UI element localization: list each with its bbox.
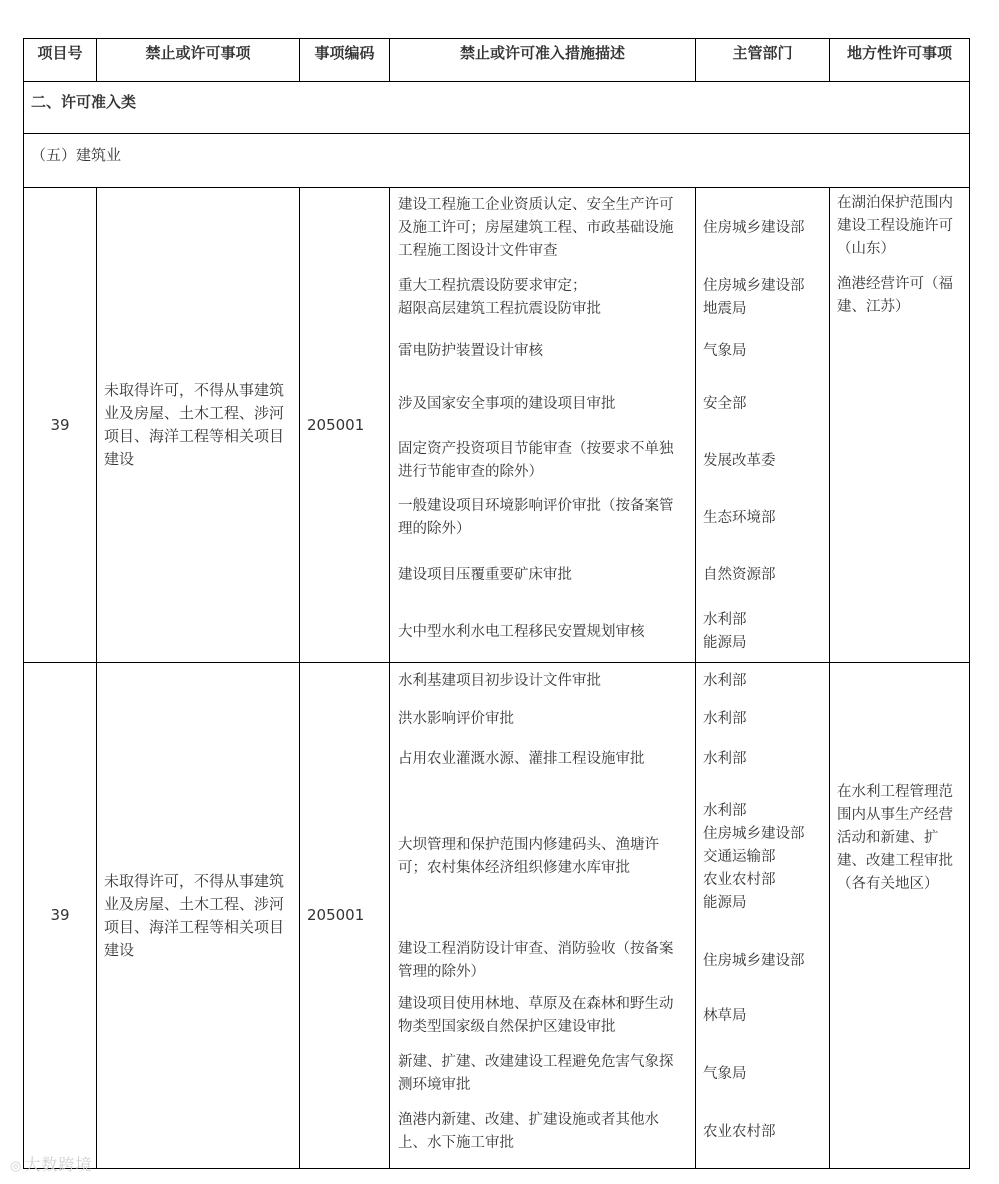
measure-department: 住房城乡建设部 bbox=[703, 219, 805, 236]
measure-department: 水利部 能源局 bbox=[703, 612, 747, 651]
measure-description: 一般建设项目环境影响评价审批（按备案管理的除外） bbox=[398, 498, 674, 537]
subsection-row bbox=[24, 134, 970, 188]
watermark-text: 大数跨境 bbox=[24, 1155, 93, 1174]
measures-list bbox=[390, 663, 695, 1161]
header-department: 主管部门 bbox=[696, 39, 830, 82]
item-text: 未取得许可，不得从事建筑业及房屋、土木工程、涉河项目、海洋工程等相关项目建设 bbox=[97, 663, 300, 1169]
measure-department: 发展改革委 bbox=[703, 452, 776, 469]
header-item: 禁止或许可事项 bbox=[97, 39, 300, 82]
measures-description-cell bbox=[390, 188, 696, 663]
header-project-no: 项目号 bbox=[24, 39, 97, 82]
project-number: 39 bbox=[24, 188, 97, 663]
header-local-item: 地方性许可事项 bbox=[830, 39, 970, 82]
measure-description: 雷电防护装置设计审核 bbox=[398, 342, 543, 359]
brand-logo-icon: ◎ bbox=[10, 1159, 23, 1174]
local-item: 渔港经营许可（福建、江苏） bbox=[837, 276, 953, 315]
header-description: 禁止或许可准入措施描述 bbox=[390, 39, 696, 82]
departments-list bbox=[696, 188, 829, 662]
local-item: 在水利工程管理范围内从事生产经营活动和新建、扩建、改建工程审批（各有关地区） bbox=[837, 784, 953, 892]
measure-description: 固定资产投资项目节能审查（按要求不单独进行节能审查的除外） bbox=[398, 441, 674, 480]
measures-description-cell bbox=[390, 663, 696, 1169]
measure-department: 林草局 bbox=[703, 1007, 747, 1024]
measure-description: 占用农业灌溉水源、灌排工程设施审批 bbox=[398, 750, 645, 767]
measure-description: 洪水影响评价审批 bbox=[398, 710, 514, 727]
measure-department: 自然资源部 bbox=[703, 566, 776, 583]
table-row bbox=[24, 188, 970, 663]
measure-department: 住房城乡建设部 bbox=[703, 952, 805, 969]
local-items-cell bbox=[830, 188, 970, 663]
measure-department: 农业农村部 bbox=[703, 1123, 776, 1140]
subsection-title: （五）建筑业 bbox=[24, 134, 970, 188]
measure-department: 气象局 bbox=[703, 342, 747, 359]
measure-description: 重大工程抗震设防要求审定； 超限高层建筑工程抗震设防审批 bbox=[398, 278, 601, 317]
local-items-cell bbox=[830, 663, 970, 1169]
measure-department: 水利部 bbox=[703, 750, 747, 767]
measure-description: 新建、扩建、改建建设工程避免危害气象探测环境审批 bbox=[398, 1054, 674, 1093]
measure-description: 建设工程消防设计审查、消防验收（按备案管理的除外） bbox=[398, 941, 674, 980]
measure-description: 渔港内新建、改建、扩建设施或者其他水上、水下施工审批 bbox=[398, 1112, 659, 1151]
measures-list bbox=[390, 188, 695, 662]
measure-department: 水利部 bbox=[703, 672, 747, 689]
measure-department: 住房城乡建设部 地震局 bbox=[703, 278, 805, 317]
section-row bbox=[24, 82, 970, 134]
measure-department: 水利部 住房城乡建设部 交通运输部 农业农村部 能源局 bbox=[703, 802, 805, 911]
measure-department: 气象局 bbox=[703, 1065, 747, 1082]
department-cell bbox=[696, 663, 830, 1169]
project-number: 39 bbox=[24, 663, 97, 1169]
header-code: 事项编码 bbox=[300, 39, 390, 82]
watermark bbox=[10, 1152, 92, 1175]
measure-description: 大坝管理和保护范围内修建码头、渔塘许可；农村集体经济组织修建水库审批 bbox=[398, 837, 659, 876]
market-access-table bbox=[23, 38, 970, 1169]
department-cell bbox=[696, 188, 830, 663]
measure-description: 水利基建项目初步设计文件审批 bbox=[398, 672, 601, 689]
item-code: 205001 bbox=[300, 663, 390, 1169]
measure-description: 涉及国家安全事项的建设项目审批 bbox=[398, 395, 616, 412]
item-code: 205001 bbox=[300, 188, 390, 663]
measure-description: 建设项目压覆重要矿床审批 bbox=[398, 566, 572, 583]
measure-department: 安全部 bbox=[703, 395, 747, 412]
measure-description: 大中型水利水电工程移民安置规划审核 bbox=[398, 623, 645, 640]
measure-description: 建设工程施工企业资质认定、安全生产许可及施工许可；房屋建筑工程、市政基础设施工程施工图设计文件审查 bbox=[398, 196, 674, 259]
item-text: 未取得许可，不得从事建筑业及房屋、土木工程、涉河项目、海洋工程等相关项目建设 bbox=[97, 188, 300, 663]
table-row bbox=[24, 663, 970, 1169]
measure-description: 建设项目使用林地、草原及在森林和野生动物类型国家级自然保护区建设审批 bbox=[398, 996, 674, 1035]
measure-department: 生态环境部 bbox=[703, 509, 776, 526]
measure-department: 水利部 bbox=[703, 710, 747, 727]
departments-list bbox=[696, 663, 829, 1161]
section-title: 二、许可准入类 bbox=[24, 82, 970, 134]
header-row bbox=[24, 39, 970, 82]
local-item: 在湖泊保护范围内建设工程设施许可（山东） bbox=[837, 195, 953, 257]
